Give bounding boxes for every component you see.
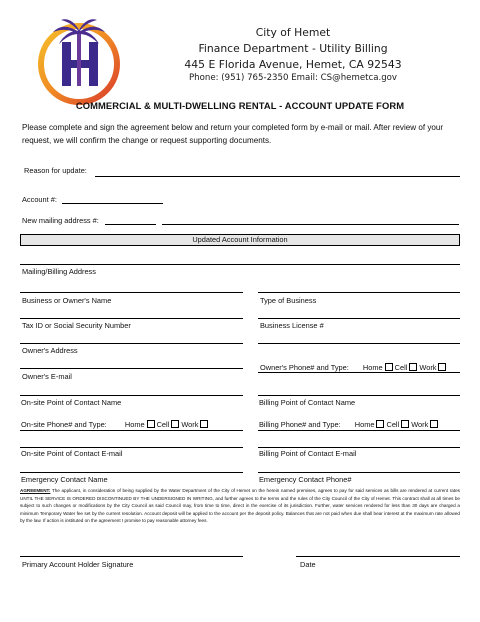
tax-id-label: Tax ID or Social Security Number [22,321,131,330]
onsite-contact-line[interactable] [20,395,243,396]
onsite-phone-line[interactable] [20,430,243,431]
mailing-label: New mailing address #: [22,216,99,225]
type-of-business-label: Type of Business [260,296,317,305]
department-contact: Phone: (951) 765-2350 Email: CS@hemetca.gov [189,73,397,83]
department-name: Finance Department - Utility Billing [198,42,388,55]
billing-contact-label: Billing Point of Contact Name [259,398,356,407]
owners-phone-row [260,363,448,372]
onsite-phone-home: Home [124,420,145,429]
business-owner-label: Business or Owner's Name [22,296,112,305]
onsite-cell-checkbox[interactable] [171,420,179,428]
billing-phone-label: Billing Phone# and Type: [259,420,341,429]
owners-email-label: Owner's E-mail [22,372,72,381]
date-label: Date [300,560,316,569]
onsite-phone-label: On-site Phone# and Type: [21,420,107,429]
type-of-business-line[interactable] [258,292,460,293]
billing-contact-line[interactable] [258,395,460,396]
billing-home-checkbox[interactable] [376,420,384,428]
date-line[interactable] [296,556,460,557]
signature-label: Primary Account Holder Signature [22,560,134,569]
onsite-phone-row [21,420,210,429]
billing-phone-line[interactable] [258,430,460,431]
emergency-name-label: Emergency Contact Name [21,475,108,484]
section-bar: Updated Account Information [20,234,460,246]
owners-phone-label: Owner's Phone# and Type: [260,363,349,372]
emergency-phone-label: Emergency Contact Phone# [259,475,352,484]
owners-work-checkbox[interactable] [438,363,446,371]
owners-phone-work: Work [419,363,437,372]
intro-text: Please complete and sign the agreement below and return your completed form by e-mail or mail. After review of your request, we will confirm the change or request supporting documents. [22,123,444,145]
department-address: 445 E Florida Avenue, Hemet, CA 92543 [184,58,402,71]
form-title: COMMERCIAL & MULTI-DWELLING RENTAL - ACCOUNT UPDATE FORM [75,100,405,111]
onsite-work-checkbox[interactable] [200,420,208,428]
mailing-input-line-2[interactable] [162,224,459,225]
business-owner-line[interactable] [20,292,243,293]
owners-address-line[interactable] [20,343,243,344]
onsite-email-label: On-site Point of Contact E-mail [21,449,123,458]
billing-work-checkbox[interactable] [430,420,438,428]
onsite-home-checkbox[interactable] [147,420,155,428]
signature-line[interactable] [20,556,243,557]
business-license-line[interactable] [258,318,460,319]
owners-address-label: Owner's Address [22,346,78,355]
owners-phone-cell: Cell [394,363,408,372]
onsite-phone-work: Work [181,420,199,429]
owners-email-line[interactable] [20,368,243,369]
owners-address-right-line[interactable] [258,343,460,344]
billing-email-label: Billing Point of Contact E-mail [259,449,357,458]
city-name: City of Hemet [255,26,331,39]
tax-id-line[interactable] [20,318,243,319]
billing-cell-checkbox[interactable] [401,420,409,428]
account-label: Account #: [22,195,57,204]
owners-home-checkbox[interactable] [385,363,393,371]
mailing-billing-line[interactable] [20,264,460,265]
agreement-text-block [20,487,460,525]
account-input-line[interactable] [62,203,163,204]
billing-phone-cell: Cell [386,420,400,429]
emergency-phone-line[interactable] [258,472,460,473]
billing-phone-work: Work [411,420,429,429]
mailing-billing-label: Mailing/Billing Address [22,267,96,276]
city-logo [37,14,131,108]
reason-label: Reason for update: [24,166,87,175]
onsite-phone-cell: Cell [156,420,170,429]
billing-phone-row [259,420,440,429]
agreement-text: The applicant, in consideration of being supplied by the Water Department of the City of Hemet on the herein named premises, agrees to pay for said services as bills are rendered at current rates UNTIL THE SERVICE IS ORDERED DISCONTINUED BY THE UNDERSIGNED IN WRITING, and further agrees to the terms and the rules of the City Council of the City of Hemet. This contract shall at all times be subject to such changes or modifications by the City Council as said Council may, from time to time, direct in the exercise of its jurisdiction. Further, water services rendered for less than 30 days are charged a minimum Temporary Water fee set by the current resolution. Account deposit will be applied to the account per the deposit policy. Balances that are not paid when due shall bear interest at the maximum rate allowed by the law. If action is instituted on the agreement I promise to pay reasonable attorney fees. [20,488,460,524]
billing-email-top-line [258,447,460,448]
billing-phone-home: Home [354,420,375,429]
onsite-contact-label: On-site Point of Contact Name [21,398,122,407]
business-license-label: Business License # [260,321,324,330]
owners-phone-home: Home [362,363,383,372]
owners-cell-checkbox[interactable] [409,363,417,371]
emergency-name-line[interactable] [20,472,243,473]
mailing-input-line-1[interactable] [105,224,156,225]
owners-phone-line[interactable] [258,372,460,373]
hemet-palm-logo-icon [37,14,131,108]
onsite-email-top-line [20,447,243,448]
agreement-heading: AGREEMENT: [20,488,51,493]
reason-input-line[interactable] [95,176,460,177]
